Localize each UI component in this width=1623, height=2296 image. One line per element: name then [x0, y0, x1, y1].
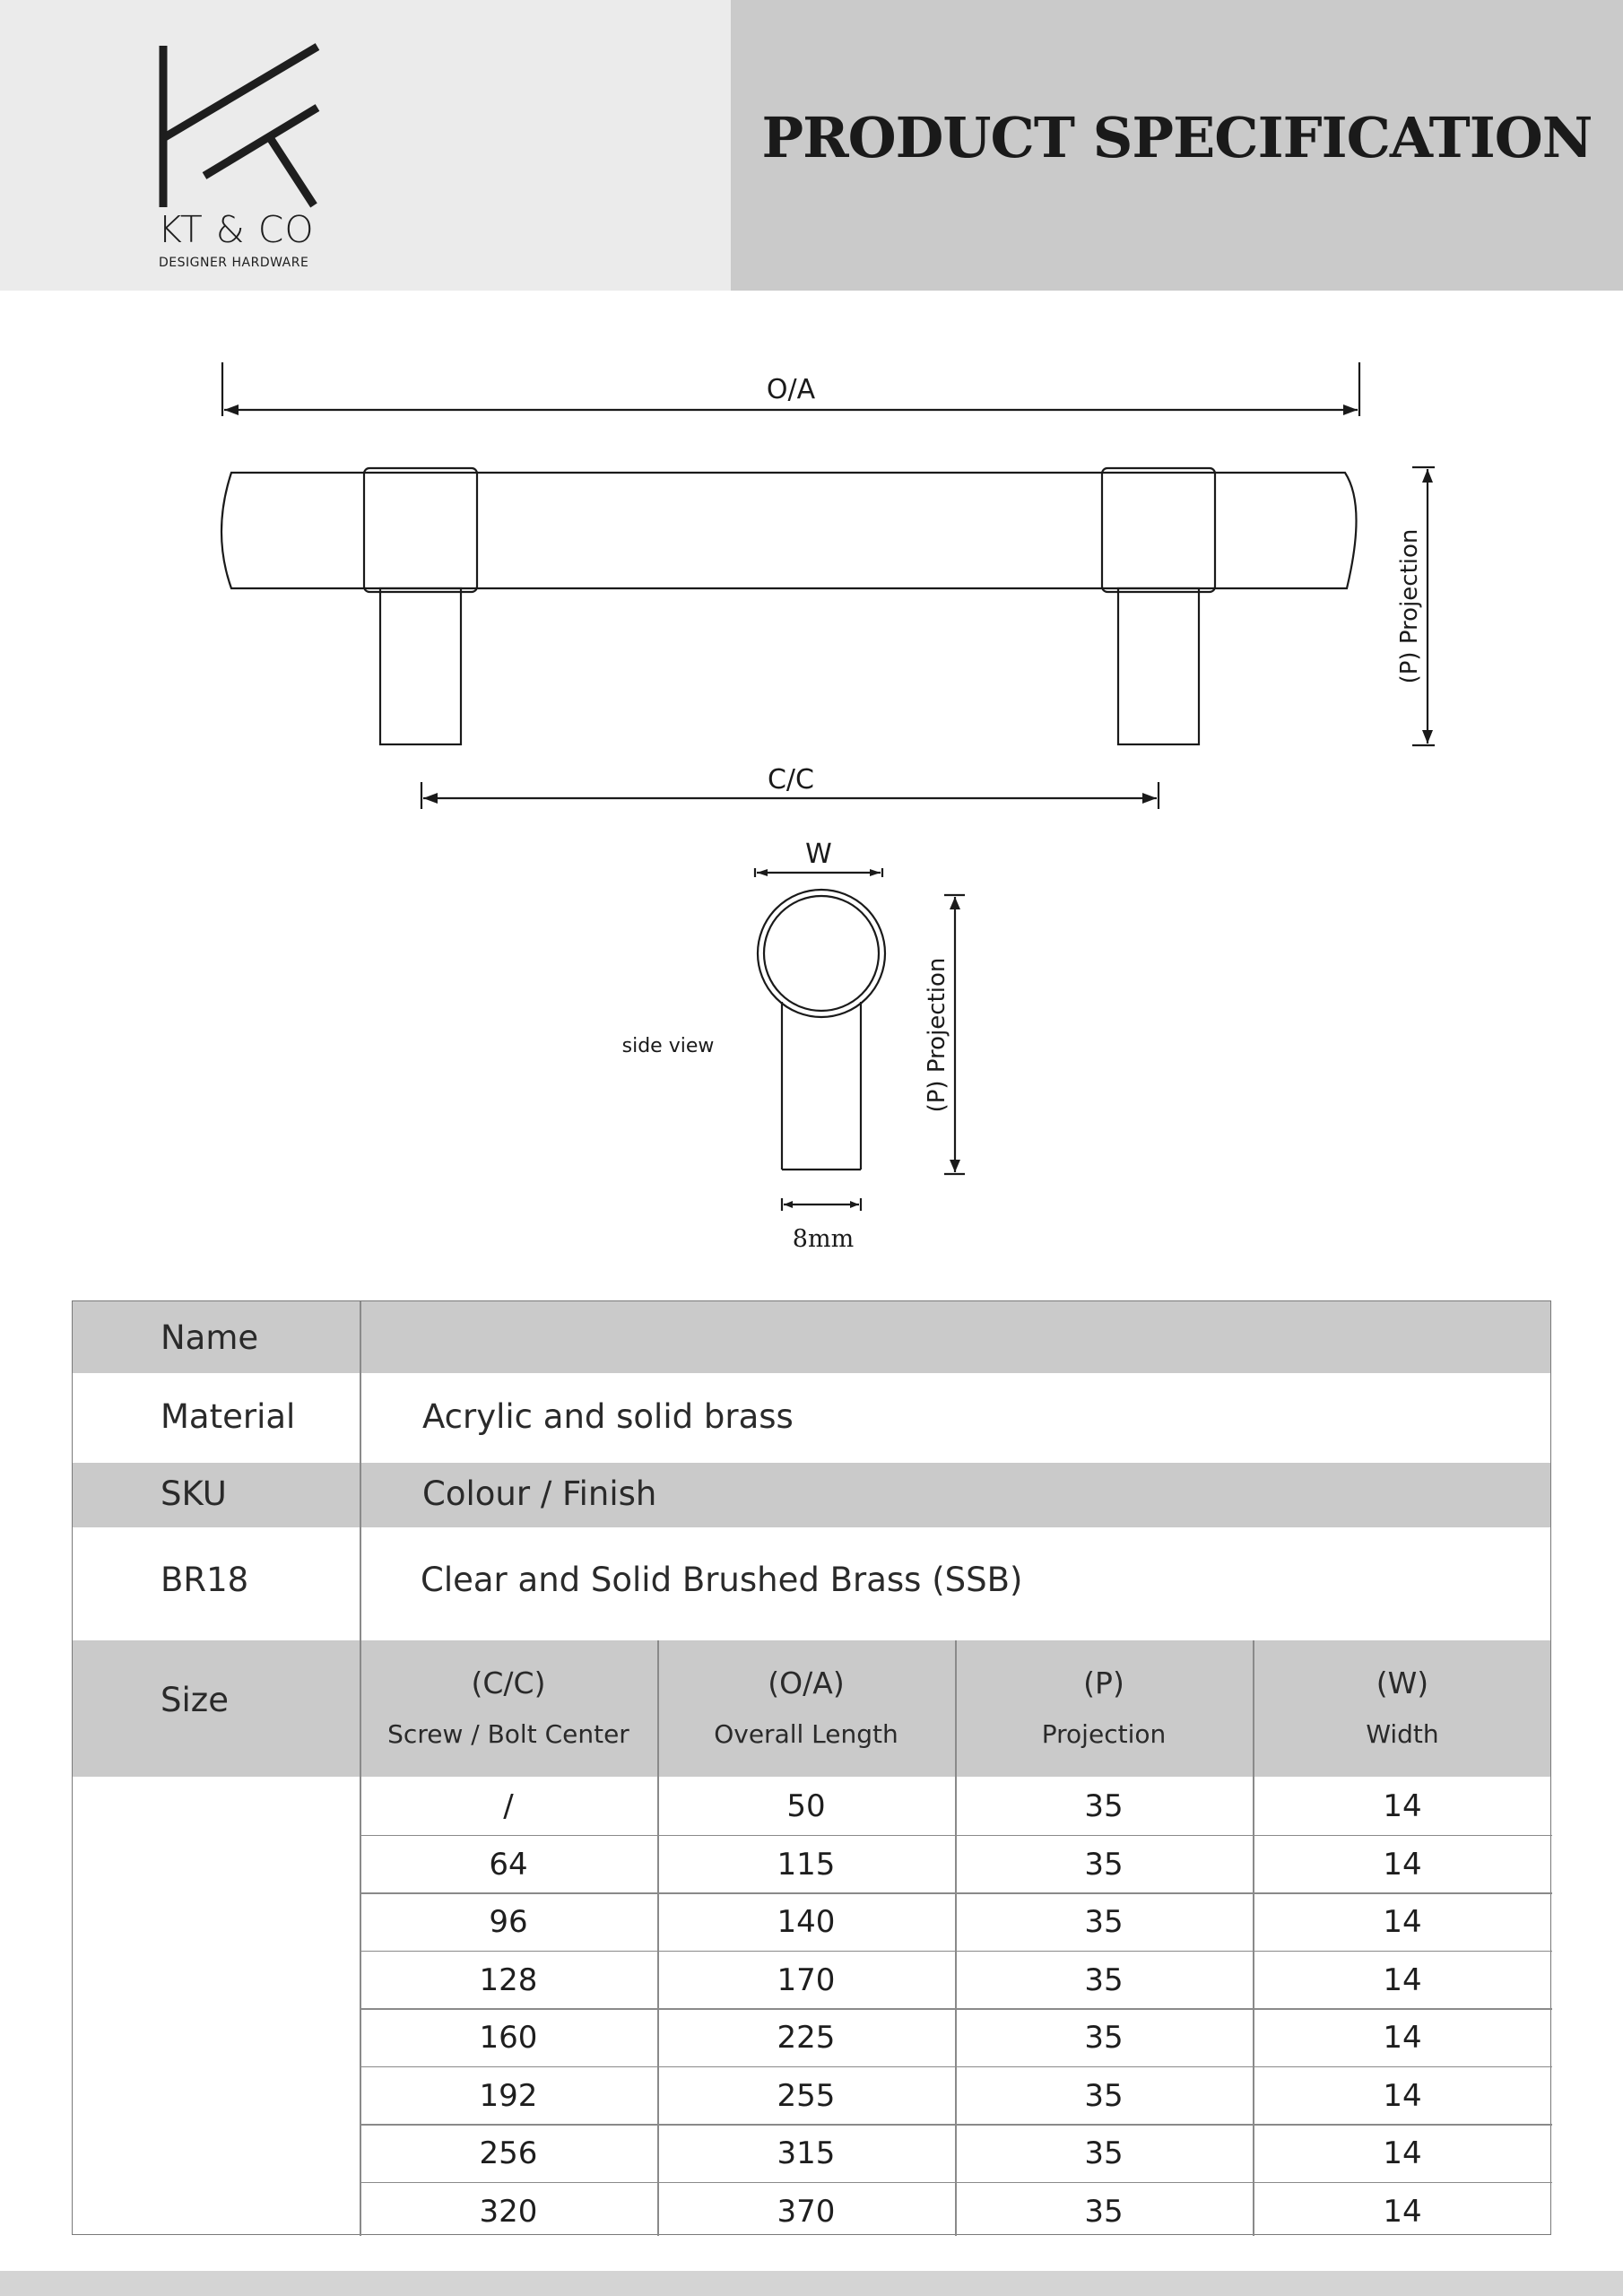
- size-cell-p: 35: [1084, 1904, 1124, 1940]
- brand-tagline: DESIGNER HARDWARE: [159, 256, 309, 270]
- size-cell-p: 35: [1084, 1788, 1124, 1824]
- size-cell-w: 14: [1383, 1904, 1422, 1940]
- size-cell-cc: 256: [479, 2135, 538, 2171]
- center-to-center-label: C/C: [767, 764, 815, 796]
- col-oa-desc: Overall Length: [714, 1719, 898, 1749]
- col-w-desc: Width: [1366, 1719, 1439, 1749]
- kt-logo-icon: [154, 41, 334, 212]
- col-w-code: (W): [1376, 1665, 1429, 1700]
- size-header-row: [73, 1640, 1550, 1777]
- post-width-label: 8mm: [792, 1225, 855, 1253]
- col-cc-desc: Screw / Bolt Center: [387, 1719, 629, 1749]
- projection-label-front: (P) Projection: [1396, 528, 1423, 684]
- size-cell-w: 14: [1383, 1961, 1422, 1998]
- specification-table: [72, 1300, 1551, 2235]
- size-cell-oa: 315: [777, 2135, 836, 2171]
- size-cell-p: 35: [1084, 2020, 1124, 2056]
- size-cell-oa: 170: [777, 1961, 836, 1998]
- size-cell-p: 35: [1084, 2077, 1124, 2114]
- size-cell-w: 14: [1383, 2193, 1422, 2230]
- size-cell-p: 35: [1084, 2135, 1124, 2171]
- row-divider: [360, 2124, 1552, 2126]
- size-cell-oa: 115: [777, 1846, 836, 1883]
- size-cell-cc: 64: [489, 1846, 528, 1883]
- brand-name: KT & CO: [158, 208, 315, 251]
- side-view-label: side view: [621, 1035, 715, 1057]
- size-cell-cc: /: [503, 1788, 514, 1824]
- row-divider: [360, 2008, 1552, 2010]
- width-label: W: [805, 839, 832, 870]
- size-cell-oa: 140: [777, 1904, 836, 1940]
- finish-label: Colour / Finish: [422, 1474, 657, 1513]
- row-divider: [360, 1835, 1552, 1837]
- size-cell-p: 35: [1084, 2193, 1124, 2230]
- size-cell-cc: 160: [479, 2020, 538, 2056]
- row-divider: [360, 2066, 1552, 2068]
- projection-label-side: (P) Projection: [924, 957, 950, 1113]
- row-divider: [360, 1892, 1552, 1894]
- finish-value: Clear and Solid Brushed Brass (SSB): [421, 1561, 1023, 1599]
- size-cell-cc: 192: [479, 2077, 538, 2114]
- size-cell-oa: 50: [786, 1788, 826, 1824]
- size-cell-p: 35: [1084, 1846, 1124, 1883]
- col-p-code: (P): [1083, 1665, 1124, 1700]
- size-cell-oa: 370: [777, 2193, 836, 2230]
- size-cell-cc: 320: [479, 2193, 538, 2230]
- header-logo-panel: [0, 0, 731, 291]
- technical-drawing: [0, 291, 1623, 1286]
- row-divider: [360, 1951, 1552, 1952]
- overall-length-label: O/A: [766, 374, 816, 405]
- size-cell-w: 14: [1383, 2135, 1422, 2171]
- size-cell-p: 35: [1084, 1961, 1124, 1998]
- size-cell-w: 14: [1383, 1788, 1422, 1824]
- footer-bar: [0, 2271, 1623, 2296]
- name-row: [73, 1301, 1550, 1373]
- size-cell-cc: 128: [479, 1961, 538, 1998]
- size-cell-oa: 225: [777, 2020, 836, 2056]
- size-cell-oa: 255: [777, 2077, 836, 2114]
- col-cc-code: (C/C): [471, 1665, 546, 1700]
- size-cell-w: 14: [1383, 2020, 1422, 2056]
- size-cell-cc: 96: [489, 1904, 528, 1940]
- row-divider: [360, 2182, 1552, 2184]
- material-value: Acrylic and solid brass: [422, 1397, 794, 1436]
- size-cell-w: 14: [1383, 1846, 1422, 1883]
- name-label: Name: [161, 1318, 259, 1357]
- sku-label: SKU: [161, 1474, 227, 1513]
- material-label: Material: [161, 1397, 296, 1436]
- size-label: Size: [161, 1681, 229, 1719]
- col-oa-code: (O/A): [768, 1665, 845, 1700]
- sku-value: BR18: [161, 1561, 249, 1599]
- page-title: PRODUCT SPECIFICATION: [761, 105, 1593, 170]
- sku-row: [73, 1463, 1550, 1527]
- col-p-desc: Projection: [1041, 1719, 1167, 1749]
- size-cell-w: 14: [1383, 2077, 1422, 2114]
